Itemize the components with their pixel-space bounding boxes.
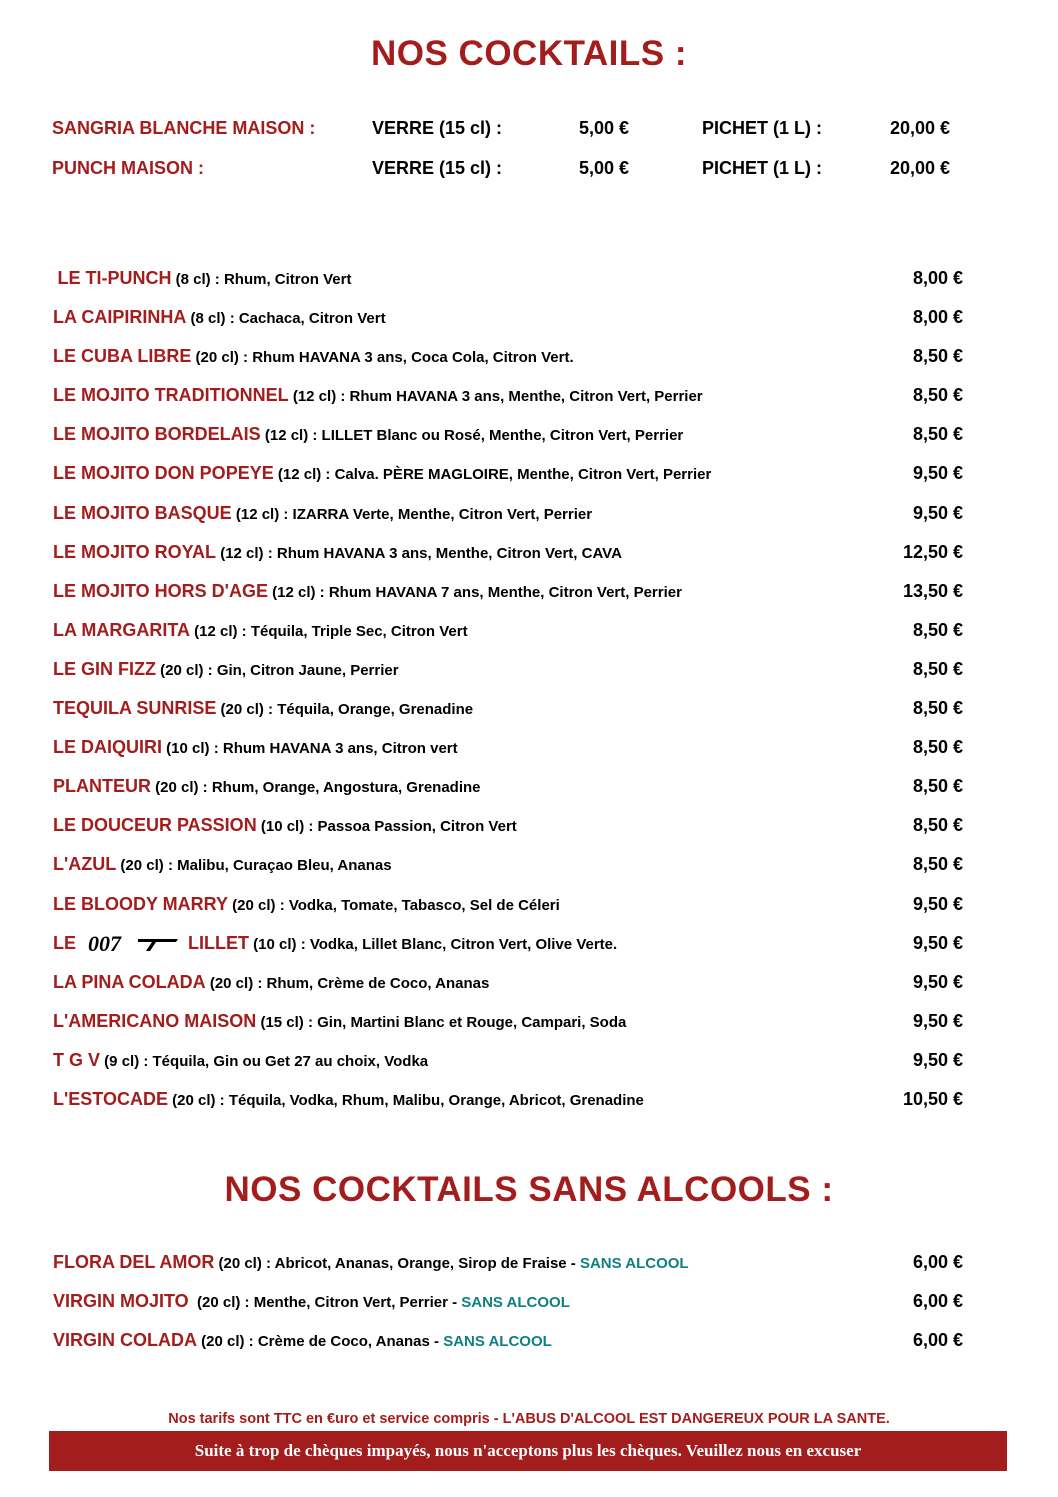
cocktail-desc: (10 cl) : Rhum HAVANA 3 ans, Citron vert	[162, 740, 458, 758]
cocktail-desc: (20 cl) : Rhum HAVANA 3 ans, Coca Cola, Citron Vert.	[191, 349, 574, 367]
list-item	[53, 815, 963, 854]
cocktail-price: 13,50 €	[902, 580, 963, 601]
cocktail-name: LE MOJITO BASQUE	[53, 502, 232, 523]
cocktail-name: LE MOJITO DON POPEYE	[53, 463, 274, 484]
cocktail-price: 8,50 €	[912, 658, 963, 679]
007-logo-text: 007	[88, 933, 122, 956]
list-item	[53, 463, 963, 502]
cocktail-price: 8,50 €	[912, 854, 963, 875]
house-verre: VERRE (15 cl) :	[372, 158, 503, 178]
cocktail-name: LE MOJITO TRADITIONNEL	[53, 385, 289, 406]
cocktail-name: VIRGIN COLADA	[53, 1330, 197, 1351]
list-item	[53, 1011, 963, 1050]
cocktail-name: L'AZUL	[53, 854, 117, 875]
sans-alcool-tag: SANS ALCOOL	[461, 1294, 570, 1312]
cocktail-name: L'AMERICANO MAISON	[53, 1010, 257, 1031]
cocktail-desc: (8 cl) : Rhum, Citron Vert	[171, 271, 352, 288]
list-item	[53, 737, 963, 776]
cocktail-desc: (15 cl) : Gin, Martini Blanc et Rouge, Campari, Soda	[256, 1013, 627, 1031]
house-pichet-price: 20,00 €	[890, 158, 951, 178]
list-item	[53, 894, 963, 933]
list-item	[53, 1089, 963, 1128]
cocktail-name: FLORA DEL AMOR	[53, 1252, 215, 1272]
list-item	[53, 268, 963, 307]
cocktail-desc: (12 cl) : IZARRA Verte, Menthe, Citron Vert, Perrier	[231, 505, 593, 523]
sans-alcool-list	[53, 1252, 963, 1369]
cocktail-price: 8,50 €	[912, 424, 963, 445]
list-item	[53, 424, 963, 463]
cocktail-desc: (20 cl) : Crème de Coco, Ananas -	[197, 1333, 444, 1351]
cocktail-price: 9,50 €	[912, 893, 963, 914]
cocktail-name: LE MOJITO ROYAL	[53, 541, 217, 562]
cocktail-name: LE DOUCEUR PASSION	[53, 815, 257, 836]
cocktail-list	[53, 268, 963, 1128]
cocktail-price: 8,50 €	[912, 698, 963, 719]
house-verre-price: 5,00 €	[579, 118, 630, 138]
cocktail-name: LE BLOODY MARRY	[53, 893, 229, 914]
cocktail-name: LA CAIPIRINHA	[53, 307, 187, 328]
cocktail-name: LA PINA COLADA	[53, 971, 206, 992]
cocktail-price: 9,50 €	[912, 1010, 963, 1031]
cocktail-desc: (10 cl) : Vodka, Lillet Blanc, Citron Vert, Olive Verte.	[249, 935, 618, 953]
007-logo-icon	[86, 933, 182, 955]
cocktail-desc: (12 cl) : Téquila, Triple Sec, Citron Vert	[189, 622, 468, 640]
cocktail-price: 8,50 €	[912, 619, 963, 640]
cocktail-name-prefix: LE	[53, 932, 77, 953]
cocktail-name: LE GIN FIZZ	[53, 658, 156, 679]
list-item	[53, 581, 963, 620]
house-pichet-price: 20,00 €	[890, 118, 951, 138]
cocktail-price: 9,50 €	[912, 932, 963, 953]
list-item	[53, 776, 963, 815]
cocktail-price: 6,00 €	[912, 1252, 963, 1272]
cocktail-price: 8,00 €	[912, 268, 963, 288]
house-verre-price: 5,00 €	[579, 158, 630, 178]
cocktail-name: LA MARGARITA	[53, 619, 190, 640]
cocktail-price: 6,00 €	[912, 1330, 963, 1351]
cocktail-price: 8,50 €	[912, 346, 963, 367]
cocktail-name: LE TI-PUNCH	[57, 268, 172, 288]
cocktail-price: 9,50 €	[912, 971, 963, 992]
list-item	[53, 854, 963, 893]
cocktail-desc: (12 cl) : Rhum HAVANA 7 ans, Menthe, Citron Vert, Perrier	[267, 583, 682, 601]
cocktail-desc: (20 cl) : Vodka, Tomate, Tabasco, Sel de Céleri	[228, 896, 560, 914]
list-item	[53, 542, 963, 581]
list-item	[53, 346, 963, 385]
list-item	[53, 1050, 963, 1089]
cocktail-price: 10,50 €	[902, 1088, 963, 1109]
house-name: PUNCH MAISON :	[52, 158, 204, 178]
house-verre: VERRE (15 cl) :	[372, 118, 503, 138]
cocktail-desc: (12 cl) : Rhum HAVANA 3 ans, Menthe, Citron Vert, CAVA	[216, 544, 622, 562]
cocktail-price: 9,50 €	[912, 502, 963, 523]
list-item	[53, 503, 963, 542]
footer-banner: Suite à trop de chèques impayés, nous n'acceptons plus les chèques. Veuillez nous en excuser	[49, 1431, 1007, 1471]
cocktail-desc: (12 cl) : Calva. PÈRE MAGLOIRE, Menthe, Citron Vert, Perrier	[273, 466, 712, 484]
cocktail-name: T G V	[53, 1049, 101, 1070]
house-pichet: PICHET (1 L) :	[702, 158, 822, 178]
section-title-sans-alcool: NOS COCKTAILS SANS ALCOOLS :	[224, 1170, 834, 1209]
cocktail-price: 8,50 €	[912, 776, 963, 797]
list-item-007	[53, 933, 963, 972]
cocktail-desc: (20 cl) : Gin, Citron Jaune, Perrier	[156, 661, 399, 679]
list-item	[53, 307, 963, 346]
cocktail-price: 9,50 €	[912, 463, 963, 484]
cocktail-price: 6,00 €	[912, 1291, 963, 1312]
cocktail-name: LE MOJITO BORDELAIS	[53, 424, 261, 445]
cocktail-price: 9,50 €	[912, 1049, 963, 1070]
list-item	[53, 972, 963, 1011]
cocktail-name: VIRGIN MOJITO	[53, 1291, 189, 1312]
footer-note: Nos tarifs sont TTC en €uro et service compris - L'ABUS D'ALCOOL EST DANGEREUX POUR LA SANTE.	[168, 1411, 890, 1427]
list-item	[53, 659, 963, 698]
cocktail-desc: (12 cl) : Rhum HAVANA 3 ans, Menthe, Citron Vert, Perrier	[288, 388, 703, 406]
cocktail-name-suffix: LILLET	[188, 932, 250, 953]
cocktail-name: LE MOJITO HORS D'AGE	[53, 580, 268, 601]
list-item	[53, 1252, 963, 1291]
cocktail-desc: (8 cl) : Cachaca, Citron Vert	[186, 310, 386, 328]
list-item	[53, 1330, 963, 1369]
cocktail-desc: (20 cl) : Malibu, Curaçao Bleu, Ananas	[116, 857, 392, 875]
page-title: NOS COCKTAILS :	[370, 34, 687, 73]
cocktail-name: TEQUILA SUNRISE	[53, 698, 217, 719]
cocktail-desc: (20 cl) : Menthe, Citron Vert, Perrier -	[188, 1294, 462, 1312]
cocktail-desc: (20 cl) : Téquila, Orange, Grenadine	[216, 701, 474, 719]
cocktail-price: 8,00 €	[912, 307, 963, 328]
cocktail-desc: (20 cl) : Téquila, Vodka, Rhum, Malibu, Orange, Abricot, Grenadine	[167, 1091, 644, 1109]
cocktail-name: LE DAIQUIRI	[53, 737, 163, 758]
cocktail-price: 8,50 €	[912, 737, 963, 758]
house-name: SANGRIA BLANCHE MAISON :	[52, 118, 316, 138]
cocktail-name: LE CUBA LIBRE	[53, 346, 192, 367]
cocktail-desc: (9 cl) : Téquila, Gin ou Get 27 au choix, Vodka	[100, 1052, 429, 1070]
cocktail-name: L'ESTOCADE	[53, 1088, 168, 1109]
cocktail-desc: (20 cl) : Rhum, Orange, Angostura, Grenadine	[151, 779, 481, 797]
sans-alcool-tag: SANS ALCOOL	[443, 1333, 552, 1351]
list-item	[53, 620, 963, 659]
cocktail-desc: (20 cl) : Abricot, Ananas, Orange, Sirop de Fraise -	[214, 1255, 580, 1272]
list-item	[53, 385, 963, 424]
cocktail-desc: (20 cl) : Rhum, Crème de Coco, Ananas	[205, 974, 490, 992]
cocktail-name: PLANTEUR	[53, 776, 151, 797]
cocktail-desc: (12 cl) : LILLET Blanc ou Rosé, Menthe, Citron Vert, Perrier	[260, 427, 684, 445]
sans-alcool-tag: SANS ALCOOL	[579, 1255, 689, 1272]
list-item	[53, 698, 963, 737]
list-item	[53, 1291, 963, 1330]
house-pichet: PICHET (1 L) :	[702, 118, 822, 138]
cocktail-price: 12,50 €	[902, 541, 963, 562]
cocktail-desc: (10 cl) : Passoa Passion, Citron Vert	[256, 818, 517, 836]
cocktail-price: 8,50 €	[912, 815, 963, 836]
cocktail-price: 8,50 €	[912, 385, 963, 406]
